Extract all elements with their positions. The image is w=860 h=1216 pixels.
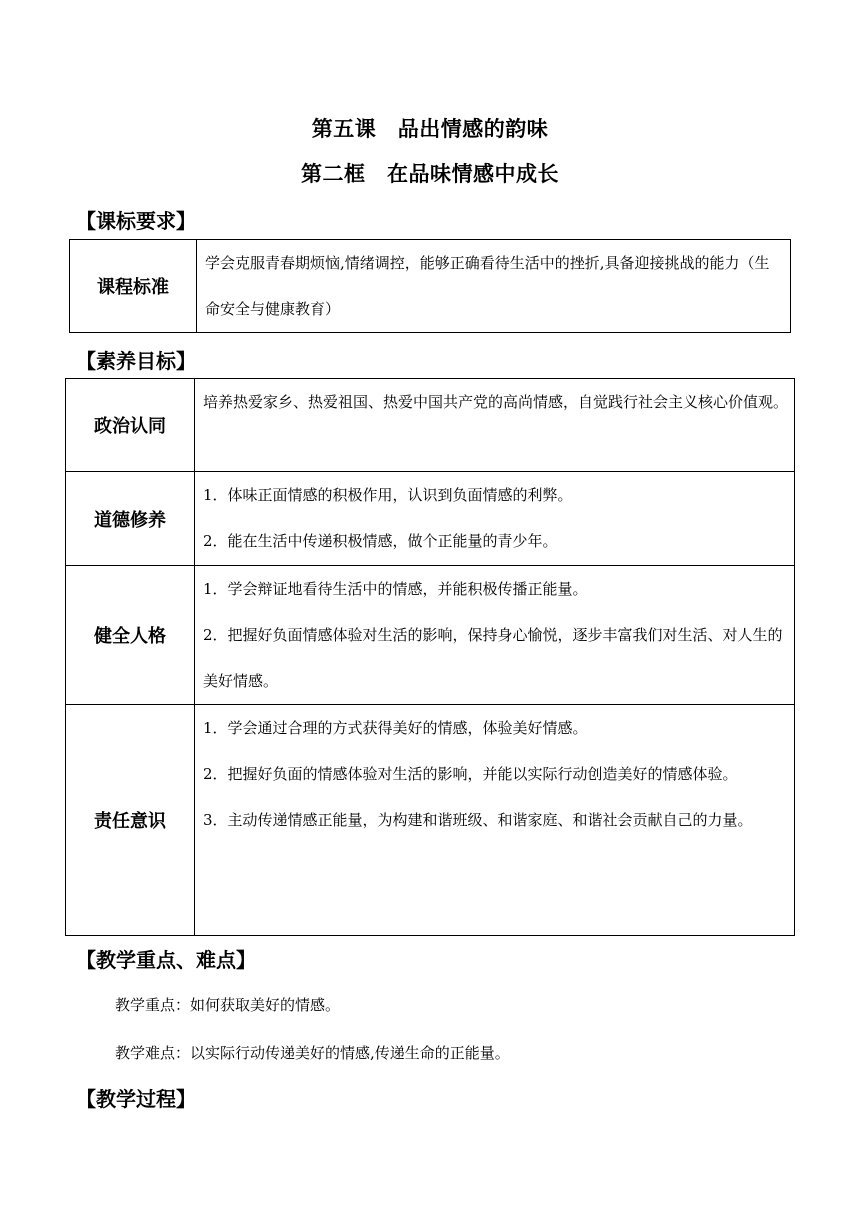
table-row [66, 566, 795, 705]
literacy-item: 2．把握好负面的情感体验对生活的影响，并能以实际行动创造美好的情感体验。 [203, 765, 738, 783]
row-label-responsibility: 责任意识 [66, 705, 195, 936]
row-content-political-identity [195, 379, 795, 472]
process-heading: 【教学过程】 [76, 1087, 196, 1111]
table-row [70, 240, 791, 333]
literacy-item: 培养热爱家乡、热爱祖国、热爱中国共产党的高尚情感，自觉践行社会主义核心价值观。 [203, 393, 789, 411]
lesson-title: 第五课 品出情感的韵味 [311, 117, 549, 141]
curriculum-text [197, 240, 791, 333]
literacy-item: 3．主动传递情感正能量，为构建和谐班级、和谐家庭、和谐社会贡献自己的力量。 [203, 811, 753, 829]
row-label-sound-personality: 健全人格 [66, 566, 195, 705]
literacy-item: 1．学会辩证地看待生活中的情感，并能积极传播正能量。 [203, 580, 588, 598]
teaching-focus: 教学重点：如何获取美好的情感。 [115, 996, 341, 1014]
section-title: 第二框 在品味情感中成长 [301, 162, 559, 186]
curriculum-label: 课程标准 [70, 240, 197, 333]
table-row [66, 705, 795, 936]
literacy-heading: 【素养目标】 [76, 349, 196, 373]
curriculum-standard-text: 学会克服青春期烦恼,情绪调控，能够正确看待生活中的挫折,具备迎接挑战的能力（生命安全与健康教育） [205, 254, 770, 318]
literacy-item: 2．把握好负面情感体验对生活的影响，保持身心愉悦，逐步丰富我们对生活、对人生的美好情感。 [203, 626, 783, 690]
table-row [66, 472, 795, 566]
row-content-responsibility [195, 705, 795, 936]
row-content-moral-cultivation [195, 472, 795, 566]
table-row [66, 379, 795, 472]
key-points-heading: 【教学重点、难点】 [76, 948, 256, 972]
row-label-political-identity: 政治认同 [66, 379, 195, 472]
row-label-moral-cultivation: 道德修养 [66, 472, 195, 566]
literacy-item: 1．学会通过合理的方式获得美好的情感，体验美好情感。 [203, 719, 588, 737]
curriculum-table [69, 239, 791, 333]
literacy-table [65, 378, 795, 936]
teaching-difficulty: 教学难点：以实际行动传递美好的情感,传递生命的正能量。 [115, 1044, 510, 1062]
curriculum-heading: 【课标要求】 [76, 209, 196, 233]
literacy-item: 2．能在生活中传递积极情感，做个正能量的青少年。 [203, 532, 558, 550]
row-content-sound-personality [195, 566, 795, 705]
literacy-item: 1．体味正面情感的积极作用，认识到负面情感的利弊。 [203, 486, 573, 504]
